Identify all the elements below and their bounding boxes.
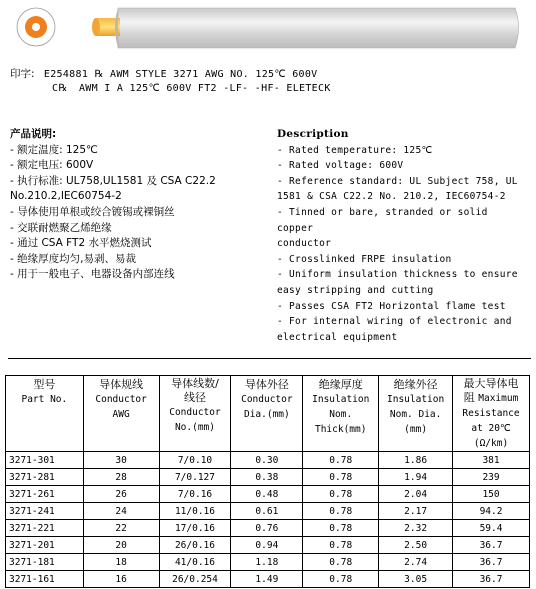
table-row bbox=[6, 503, 530, 520]
table-row bbox=[6, 554, 530, 571]
table-cell: 2.50 bbox=[379, 537, 453, 554]
description-en-item: conductor bbox=[277, 238, 332, 250]
table-cell: 18 bbox=[83, 554, 159, 571]
description-en-item: - Rated temperature: 125℃ bbox=[277, 144, 433, 156]
table-cell: 16 bbox=[83, 571, 159, 588]
table-cell: 36.7 bbox=[453, 571, 530, 588]
table-cell: 1.18 bbox=[231, 554, 303, 571]
table-cell: 239 bbox=[453, 469, 530, 486]
table-cell: 3271-221 bbox=[6, 520, 84, 537]
description-en-item: - Tinned or bare, stranded or solid copper bbox=[277, 206, 488, 234]
description-zh-item: - 用于一般电子、电器设备内部连线 bbox=[10, 268, 175, 281]
table-cell: 26/0.254 bbox=[159, 571, 231, 588]
table-cell: 28 bbox=[83, 469, 159, 486]
table-cell: 94.2 bbox=[453, 503, 530, 520]
description-en-item: - Crosslinked FRPE insulation bbox=[277, 253, 452, 265]
header-insulation-dia: 绝缘外径 Insulation Nom. Dia. (mm) bbox=[379, 376, 453, 452]
description-zh-title: 产品说明: bbox=[10, 128, 57, 140]
table-cell: 26/0.16 bbox=[159, 537, 231, 554]
table-cell: 3271-241 bbox=[6, 503, 84, 520]
divider-line bbox=[8, 358, 531, 359]
table-cell: 0.78 bbox=[303, 469, 379, 486]
table-row bbox=[6, 537, 530, 554]
table-cell: 7/0.127 bbox=[159, 469, 231, 486]
table-cell: 0.78 bbox=[303, 503, 379, 520]
table-cell: 30 bbox=[83, 452, 159, 469]
description-zh-item: - 交联耐燃聚乙烯绝缘 bbox=[10, 221, 112, 234]
header-conductor-awg: 导体规线 Conductor AWG bbox=[83, 376, 159, 452]
table-cell: 3271-301 bbox=[6, 452, 84, 469]
table-cell: 59.4 bbox=[453, 520, 530, 537]
table-cell: 2.32 bbox=[379, 520, 453, 537]
description-en-title: Description bbox=[277, 128, 349, 140]
header-conductor-no: 导体线数/ 线径 Conductor No.(mm) bbox=[159, 376, 231, 452]
table-row bbox=[6, 452, 530, 469]
csa-mark: C℞ bbox=[52, 83, 68, 94]
header-conductor-dia: 导体外径 Conductor Dia.(mm) bbox=[231, 376, 303, 452]
table-cell: 17/0.16 bbox=[159, 520, 231, 537]
specification-table bbox=[5, 375, 530, 588]
table-cell: 0.78 bbox=[303, 571, 379, 588]
description-zh-item: No.210.2,IEC60754-2 bbox=[10, 190, 122, 203]
table-cell: 20 bbox=[83, 537, 159, 554]
table-cell: 11/0.16 bbox=[159, 503, 231, 520]
table-cell: 150 bbox=[453, 486, 530, 503]
table-cell: 0.78 bbox=[303, 537, 379, 554]
table-cell: 36.7 bbox=[453, 537, 530, 554]
table-cell: 0.78 bbox=[303, 452, 379, 469]
description-zh-item: - 额定温度: 125℃ bbox=[10, 143, 98, 156]
description-en-item: - Uniform insulation thickness to ensure bbox=[277, 269, 518, 281]
table-cell: 7/0.16 bbox=[159, 486, 231, 503]
table-row bbox=[6, 469, 530, 486]
table-cell: 26 bbox=[83, 486, 159, 503]
description-zh-item: - 执行标准: UL758,UL1581 及 CSA C22.2 bbox=[10, 174, 216, 187]
print-text-2: AWM I A 125℃ 600V FT2 -LF- -HF- ELETECK bbox=[78, 83, 331, 94]
table-cell: 2.04 bbox=[379, 486, 453, 503]
description-zh-item: - 导体使用单根或绞合镀锡或裸铜丝 bbox=[10, 205, 175, 218]
description-en-item: - Reference standard: UL Subject 758, UL bbox=[277, 175, 518, 187]
table-row bbox=[6, 486, 530, 503]
table-cell: 0.30 bbox=[231, 452, 303, 469]
print-label: 印字: bbox=[10, 68, 35, 80]
table-cell: 0.78 bbox=[303, 486, 379, 503]
description-en bbox=[277, 127, 527, 345]
description-en-item: electrical equipment bbox=[277, 331, 398, 343]
table-cell: 3271-161 bbox=[6, 571, 84, 588]
table-cell: 0.38 bbox=[231, 469, 303, 486]
table-cell: 3.05 bbox=[379, 571, 453, 588]
table-cell: 0.78 bbox=[303, 520, 379, 537]
table-cell: 0.61 bbox=[231, 503, 303, 520]
table-cell: 36.7 bbox=[453, 554, 530, 571]
description-en-item: - Rated voltage: 600V bbox=[277, 160, 404, 172]
description-en-item: easy stripping and cutting bbox=[277, 284, 434, 296]
wire-side-view bbox=[92, 8, 519, 48]
table-cell: 1.86 bbox=[379, 452, 453, 469]
header-part-no: 型号 Part No. bbox=[6, 376, 84, 452]
table-cell: 0.94 bbox=[231, 537, 303, 554]
description-en-item: - Passes CSA FT2 Horizontal flame test bbox=[277, 300, 506, 312]
table-cell: 0.76 bbox=[231, 520, 303, 537]
table-header-row bbox=[6, 376, 530, 452]
print-text-1: E254881 ℞ AWM STYLE 3271 AWG NO. 125℃ 600V bbox=[43, 69, 318, 80]
table-cell: 2.74 bbox=[379, 554, 453, 571]
description-zh bbox=[10, 127, 265, 283]
table-cell: 41/0.16 bbox=[159, 554, 231, 571]
print-marking-line-1 bbox=[10, 66, 318, 81]
table-row bbox=[6, 520, 530, 537]
table-cell: 381 bbox=[453, 452, 530, 469]
wire-cross-section bbox=[17, 8, 55, 46]
table-cell: 2.17 bbox=[379, 503, 453, 520]
description-en-item: - For internal wiring of electronic and bbox=[277, 316, 512, 328]
print-marking-line-2 bbox=[52, 82, 331, 94]
table-cell: 22 bbox=[83, 520, 159, 537]
description-zh-item: - 通过 CSA FT2 水平燃烧测试 bbox=[10, 237, 152, 250]
table-cell: 24 bbox=[83, 503, 159, 520]
table-row bbox=[6, 571, 530, 588]
header-max-resistance: 最大导体电 阻 Maximum Resistance at 20℃ (Ω/km) bbox=[453, 376, 530, 452]
table-cell: 1.49 bbox=[231, 571, 303, 588]
table-cell: 0.78 bbox=[303, 554, 379, 571]
table-cell: 3271-281 bbox=[6, 469, 84, 486]
table-cell: 0.48 bbox=[231, 486, 303, 503]
table-cell: 3271-261 bbox=[6, 486, 84, 503]
wire-illustration bbox=[0, 0, 536, 56]
description-en-item: 1581 & CSA C22.2 No. 210.2, IEC60754-2 bbox=[277, 191, 506, 203]
header-insulation-thick: 绝缘厚度 Insulation Nom. Thick(mm) bbox=[303, 376, 379, 452]
table-cell: 3271-181 bbox=[6, 554, 84, 571]
description-zh-item: - 额定电压: 600V bbox=[10, 159, 94, 172]
description-zh-item: - 绝缘厚度均匀,易剥、易裁 bbox=[10, 252, 136, 265]
table-cell: 7/0.10 bbox=[159, 452, 231, 469]
table-cell: 3271-201 bbox=[6, 537, 84, 554]
table-cell: 1.94 bbox=[379, 469, 453, 486]
